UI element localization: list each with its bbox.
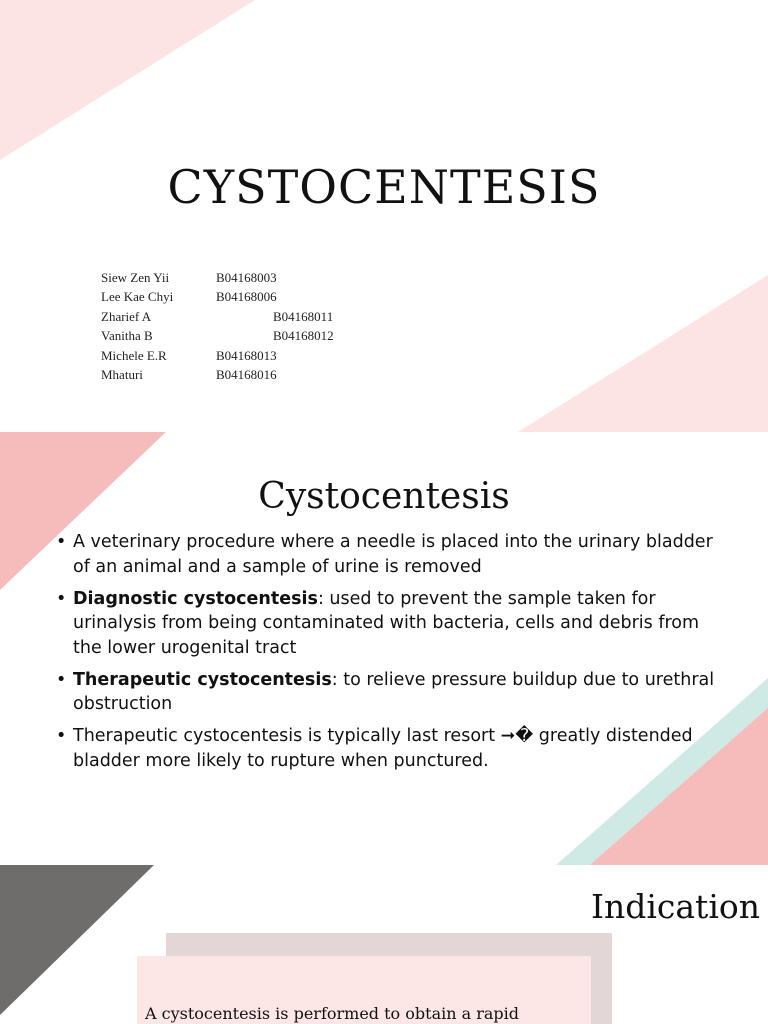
bullet-text: Therapeutic cystocentesis is typically last resort ➞� greatly distended bladder more likely to rupture when punctured. [73,726,693,771]
bullet-bold: Diagnostic cystocentesis [73,588,318,609]
member-row [101,328,401,347]
bullet-marker: • [56,669,67,690]
bullet-item [56,530,716,579]
member-row [101,348,401,367]
slide-title [0,0,768,432]
member-id: B04168003 [216,270,277,285]
dark-triangle [0,865,154,1015]
member-list [101,270,401,386]
bullet-text: A veterinary procedure where a needle is placed into the urinary bladder of an animal and a sample of urine is removed [73,532,713,577]
member-row [101,289,401,308]
member-id: B04168012 [273,328,334,344]
bullet-marker: • [56,726,67,746]
member-name: Michele E.R [101,347,167,363]
bullet-marker: • [56,532,67,552]
member-row [101,270,401,289]
bullet-text: : used to prevent the sample taken for urinalysis from being contaminated with bacteria, cells and debris from the lower urogenital tract [73,588,700,658]
member-id: B04168013 [216,347,277,363]
bottom-right-triangle [518,275,768,432]
bullet-item [56,587,716,661]
member-name: Mhaturi [101,366,143,382]
member-name: Lee Kae Chyi [101,289,174,305]
slide-heading: Cystocentesis [258,476,510,517]
bullet-text: : to relieve pressure buildup due to urethral obstruction [73,669,715,714]
bullet-item [56,668,716,717]
member-name: Zharief A [101,308,152,324]
slide-definition [0,432,768,865]
member-row [101,309,401,328]
member-row [101,367,401,386]
box-text: A cystocentesis is performed to obtain a rapid [145,1004,520,1023]
top-left-triangle [0,0,255,160]
member-name: Vanitha B [101,328,153,344]
bullet-bold: Therapeutic cystocentesis [73,669,332,690]
member-name: Siew Zen Yii [101,270,170,285]
member-id: B04168011 [273,308,334,324]
member-id: B04168006 [216,289,277,305]
slide-heading: Indication [590,887,760,926]
text-box [137,956,591,1024]
bullet-item [56,724,716,773]
member-id: B04168016 [216,366,277,382]
bullet-marker: • [56,588,67,609]
slide-indication [0,865,768,1024]
bullet-list [56,530,716,781]
presentation-title: CYSTOCENTESIS [167,160,601,214]
